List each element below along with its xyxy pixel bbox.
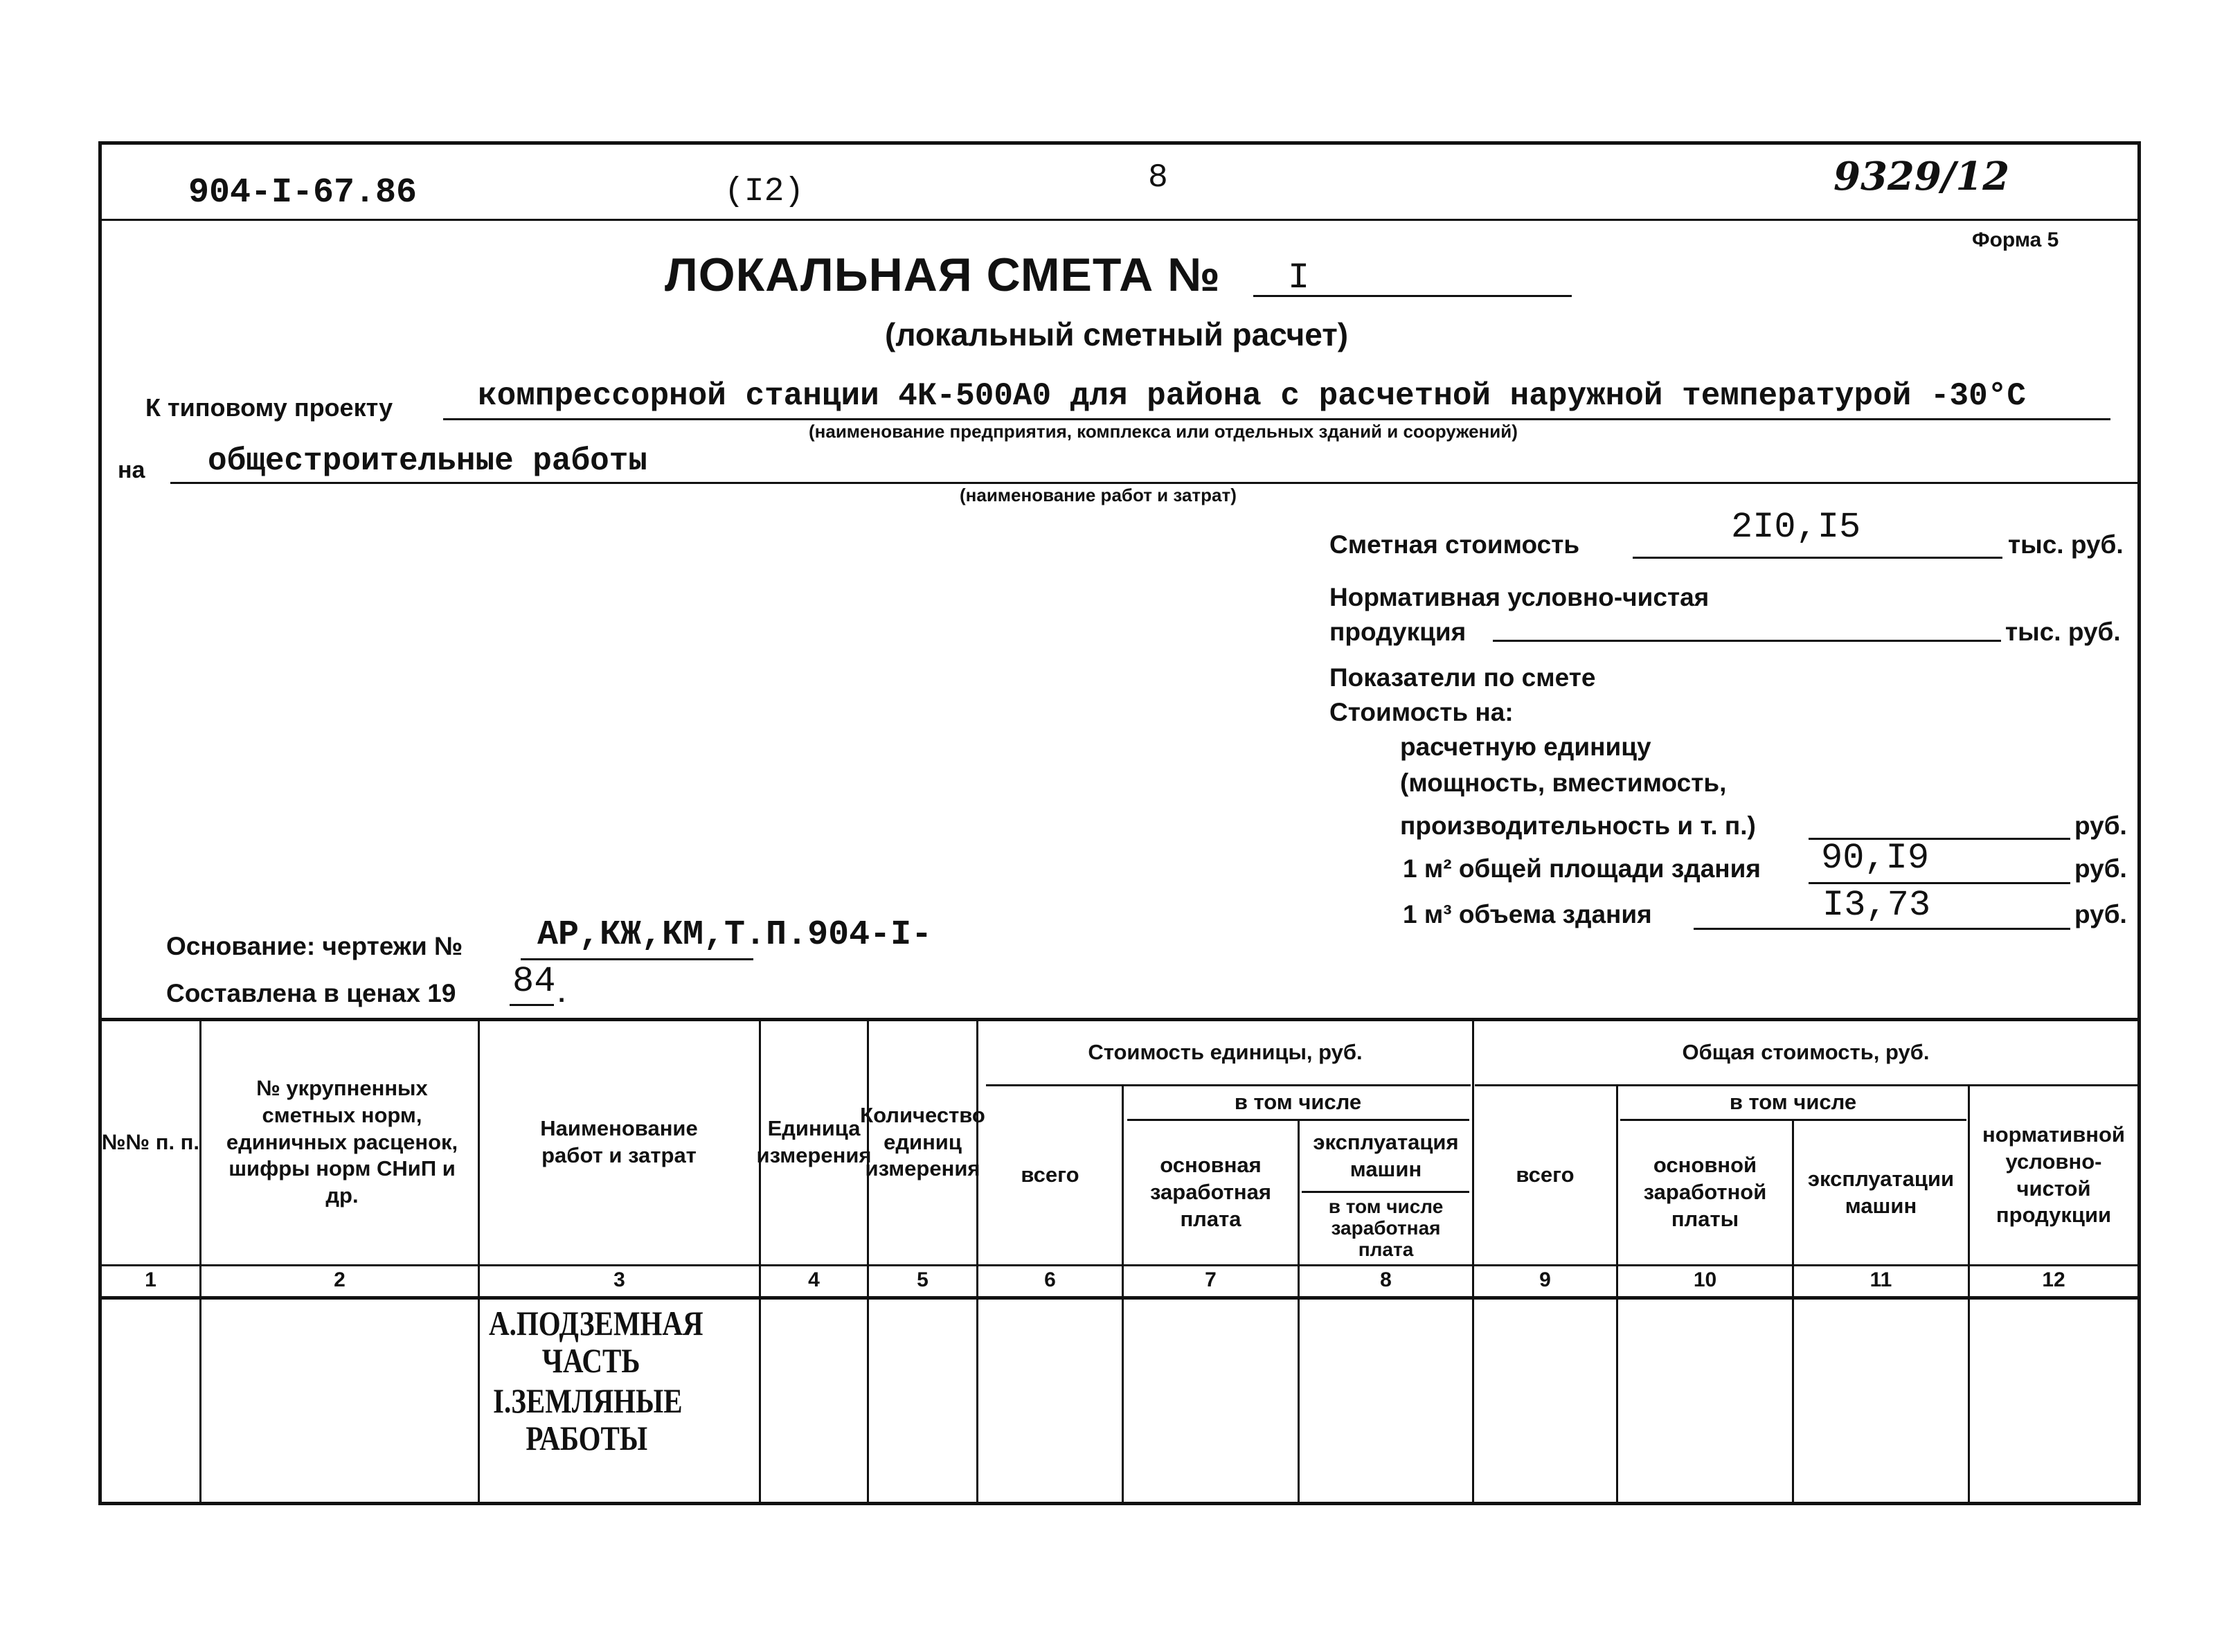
col-divider-1 <box>199 1018 201 1505</box>
col-header-8-top: эксплуатация машин <box>1313 1129 1459 1181</box>
project-value: компрессорной станции 4К-500А0 для района с расчетной наружной температурой -30°С <box>478 378 2026 414</box>
unit-line-2: (мощность, вместимость, <box>1400 769 1727 797</box>
area-label: 1 м² общей площади здания <box>1403 854 1761 883</box>
col-number: 9 <box>1539 1268 1551 1291</box>
prices-label: Составлена в ценах 19 <box>166 979 456 1007</box>
form-label: Форма 5 <box>1972 228 2059 251</box>
group-header-total: Общая стоимость, руб. <box>1682 1039 1930 1064</box>
col-header-11: эксплуатации машин <box>1807 1166 1955 1218</box>
col-number: 12 <box>2042 1268 2065 1291</box>
drawings-value: АР,КЖ,КМ,Т.П.904-I- <box>537 915 933 955</box>
album-number: (I2) <box>724 173 805 210</box>
col-number: 6 <box>1044 1268 1056 1291</box>
volume-value: I3,73 <box>1822 885 1931 926</box>
norm-label-1: Нормативная условно-чистая <box>1329 583 1710 611</box>
col-number: 2 <box>334 1268 346 1291</box>
col-header-1: №№ п. п. <box>102 1129 200 1154</box>
doc-code: 904-I-67.86 <box>188 173 418 213</box>
volume-label: 1 м³ объема здания <box>1403 900 1652 928</box>
col-header-8-bottom: в том числе заработная плата <box>1328 1196 1444 1260</box>
col-header-3: Наименование работ и затрат <box>540 1116 698 1167</box>
area-unit: руб. <box>2074 854 2127 883</box>
col-number: 4 <box>808 1268 820 1291</box>
unit-rub: руб. <box>2074 811 2127 840</box>
work-label: на <box>118 457 145 483</box>
header-divider <box>102 219 2137 221</box>
numbers-bottom-border <box>102 1296 2137 1300</box>
sheet-code: 9329/12 <box>1833 154 2010 199</box>
col-header-9: всего <box>1516 1162 1575 1187</box>
col-number: 7 <box>1205 1268 1217 1291</box>
page-subtitle: (локальный сметный расчет) <box>885 316 1349 352</box>
col-number: 1 <box>145 1268 156 1291</box>
project-label: К типовому проекту <box>145 393 393 422</box>
cost-value: 2I0,I5 <box>1731 507 1861 548</box>
col-number: 10 <box>1693 1268 1717 1291</box>
col-header-7: основная заработная плата <box>1150 1153 1271 1231</box>
norm-unit: тыс. руб. <box>2005 618 2121 646</box>
prices-year: 84 <box>512 961 556 1002</box>
col-number: 11 <box>1869 1268 1892 1291</box>
norm-label-2: продукция <box>1329 618 1467 646</box>
section-a-title: А.ПОДЗЕМНАЯ ЧАСТЬ <box>489 1304 703 1380</box>
work-value: общестроительные работы <box>208 443 647 479</box>
col-header-4: Единица измерения <box>756 1116 872 1167</box>
page-title: ЛОКАЛЬНАЯ СМЕТА № <box>665 249 1221 301</box>
col-header-5: Количество единиц измерения <box>860 1102 985 1181</box>
unit-underline <box>1809 803 2070 840</box>
norm-underline <box>1493 609 2001 642</box>
unit-incl-header: в том числе <box>1234 1090 1362 1115</box>
unit-line-3: производительность и т. п.) <box>1400 811 1756 840</box>
header-bottom-border <box>102 1264 2137 1266</box>
group-header-unit: Стоимость единицы, руб. <box>1088 1039 1363 1064</box>
col-header-12: нормативной условно-чистой продукции <box>1982 1122 2125 1228</box>
total-incl-header: в том числе <box>1729 1090 1857 1115</box>
cost-unit: тыс. руб. <box>2008 530 2124 559</box>
indicators-label: Показатели по смете <box>1329 663 1596 692</box>
drawings-label: Основание: чертежи № <box>166 932 463 960</box>
work-caption: (наименование работ и затрат) <box>960 485 1237 505</box>
col-header-10: основной заработной платы <box>1643 1153 1767 1231</box>
section-1-title: I.ЗЕМЛЯНЫЕ РАБОТЫ <box>493 1381 683 1457</box>
col-number: 5 <box>917 1268 929 1291</box>
col-header-6: всего <box>1021 1162 1079 1187</box>
unit-line-1: расчетную единицу <box>1400 733 1651 761</box>
volume-unit: руб. <box>2074 900 2127 928</box>
cost-per-label: Стоимость на: <box>1329 698 1514 726</box>
project-caption: (наименование предприятия, комплекса или отдельных зданий и сооружений) <box>809 421 1518 442</box>
col-number: 3 <box>613 1268 625 1291</box>
prices-end: . <box>558 979 566 1007</box>
estimate-number: I <box>1288 258 1310 298</box>
cost-label: Сметная стоимость <box>1329 530 1580 559</box>
page-number: 8 <box>1148 159 1168 197</box>
col-number: 8 <box>1380 1268 1392 1291</box>
area-value: 90,I9 <box>1821 838 1930 879</box>
col-header-2: № укрупненных сметных норм, единичных расценок, шифры норм СНиП и др. <box>226 1076 458 1208</box>
